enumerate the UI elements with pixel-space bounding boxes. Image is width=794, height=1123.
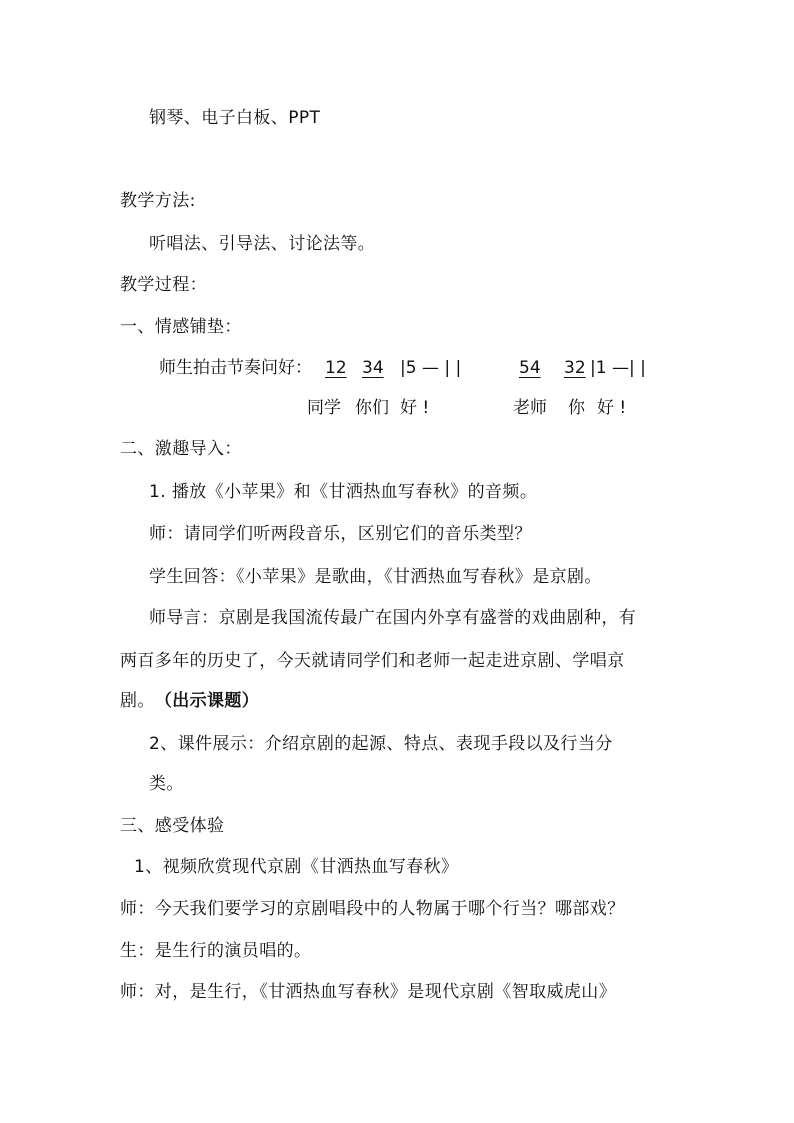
teaching-process-heading: 教学过程： [120,275,207,295]
student-answer-2: 生：是生行的演员唱的。 [120,941,312,961]
student-answer: 学生回答：《小苹果》是歌曲，《甘洒热血写春秋》是京剧。 [149,567,602,587]
section-2-heading: 二、激趣导入： [120,439,242,459]
rhythm-bar-1: |1 —| | [590,358,646,378]
rhythm-bar-5: |5 — | | [400,358,462,378]
greeting-prefix: 师生拍击节奏问好： [159,358,312,378]
lyric-laoshi: 老师 [513,398,547,418]
item-1-play-audio: 1. 播放《小苹果》和《甘洒热血写春秋》的音频。 [149,482,538,502]
section-3-heading: 三、感受体验 [120,816,225,836]
rhythm-note-32: 32 [564,358,586,378]
teacher-question-2: 师：今天我们要学习的京剧唱段中的人物属于哪个行当？哪部戏？ [120,899,625,919]
item-2-line-1: 2、课件展示：介绍京剧的起源、特点、表现手段以及行当分 [149,734,613,754]
teacher-intro-line-2: 两百多年的历史了，今天就请同学们和老师一起走进京剧、学唱京 [120,651,625,671]
lyric-hao-2: 好 ! [597,398,627,418]
lyric-nimen: 你们 [355,398,389,418]
lyric-tongxue: 同学 [307,398,341,418]
teacher-intro-line-1: 师导言：京剧是我国流传最广在国内外享有盛誉的戏曲剧种，有 [149,608,637,628]
item-3-video: 1、视频欣赏现代京剧《甘洒热血写春秋》 [134,857,459,877]
lyric-hao-1: 好 ! [400,398,430,418]
teaching-method-body: 听唱法、引导法、讨论法等。 [149,234,376,254]
greeting-lyrics-line [0,397,794,419]
teacher-intro-line-3 [120,690,259,712]
show-title-note: （出示课题） [154,691,260,711]
item-2-line-2: 类。 [149,774,184,794]
rhythm-note-34: 34 [362,358,384,378]
materials-line: 钢琴、电子白板、PPT [149,108,321,128]
teacher-answer-2: 师：对，是生行，《甘洒热血写春秋》是现代京剧《智取威虎山》 [120,982,617,1002]
teaching-method-heading: 教学方法: [120,191,196,211]
teacher-intro-end: 剧。 [120,691,155,711]
teacher-question: 师：请同学们听两段音乐，区别它们的音乐类型？ [149,524,532,544]
lyric-ni: 你 [568,398,585,418]
rhythm-note-12: 12 [325,358,347,378]
rhythm-note-54: 54 [519,358,541,378]
section-1-heading: 一、情感铺垫： [120,317,242,337]
